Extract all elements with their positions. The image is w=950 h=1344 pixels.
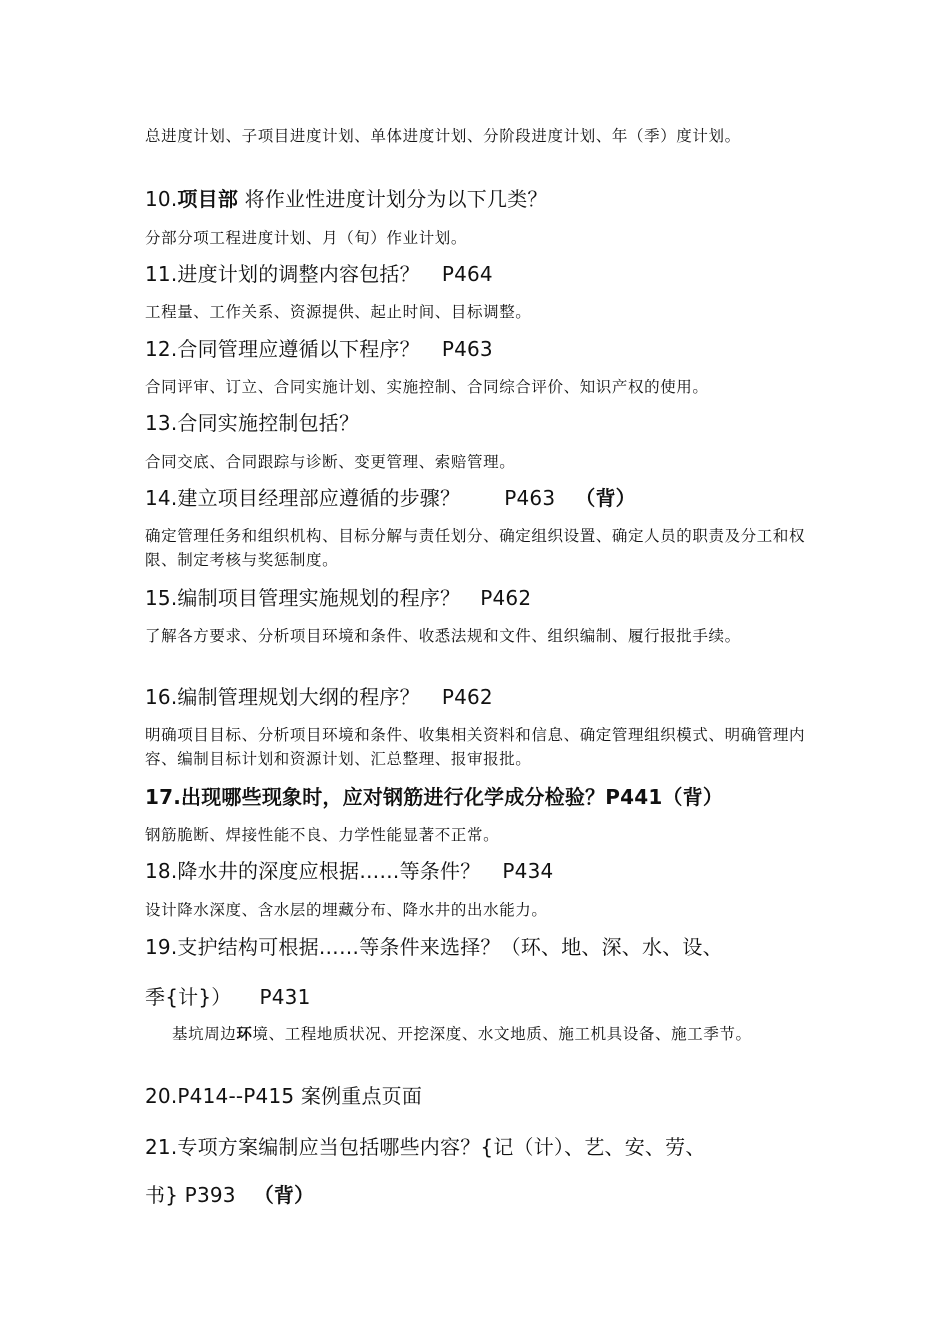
answer-13: 合同交底、合同跟踪与诊断、变更管理、索赔管理。 [145, 453, 516, 471]
question-18-text: 18.降水井的深度应根据……等条件？ [145, 859, 481, 883]
question-12-ref: P463 [441, 337, 493, 361]
question-16-ref: P462 [441, 685, 493, 709]
question-21-text-2: 书} P393 [145, 1183, 236, 1207]
question-21-line-1 [145, 1134, 706, 1160]
question-19-text-2: 季{计}） [145, 985, 232, 1009]
question-19-line-1 [145, 934, 723, 960]
question-15-ref: P462 [480, 586, 532, 610]
answer-10: 分部分项工程进度计划、月（旬）作业计划。 [145, 229, 468, 247]
answer-14: 确定管理任务和组织机构、目标分解与责任划分、确定组织设置、确定人员的职责及分工和权限、制定考核与奖惩制度。 [145, 527, 806, 569]
question-10-number: 10. [145, 187, 178, 211]
answer-19-rest: 境、工程地质状况、开挖深度、水文地质、施工机具设备、施工季节。 [252, 1025, 752, 1043]
question-18-ref: P434 [502, 859, 554, 883]
question-10 [145, 186, 548, 212]
answer-19 [172, 1022, 822, 1046]
question-14-text: 14.建立项目经理部应遵循的步骤？ [145, 486, 461, 510]
question-17 [145, 784, 723, 810]
answer-16: 明确项目目标、分析项目环境和条件、收集相关资料和信息、确定管理组织模式、明确管理内容、编制目标计划和资源计划、汇总整理、报审报批。 [145, 726, 806, 768]
question-11 [145, 261, 493, 287]
question-14-ref: P463 [504, 486, 556, 510]
question-21-line-2 [145, 1182, 314, 1208]
question-20-text: 20.P414--P415 案例重点页面 [145, 1084, 423, 1108]
question-21-note: （背） [253, 1183, 315, 1207]
question-15 [145, 585, 531, 611]
question-19-ref: P431 [259, 985, 311, 1009]
answer-19-pre: 基坑周边 [172, 1025, 237, 1043]
question-16-text: 16.编制管理规划大纲的程序？ [145, 685, 420, 709]
question-18 [145, 858, 553, 884]
answer-9: 总进度计划、子项目进度计划、单体进度计划、分阶段进度计划、年（季）度计划。 [145, 127, 741, 145]
answer-18: 设计降水深度、含水层的埋藏分布、降水井的出水能力。 [145, 901, 548, 919]
question-20 [145, 1083, 422, 1109]
question-17-text: 17.出现哪些现象时，应对钢筋进行化学成分检验？P441（背） [145, 785, 724, 809]
question-14 [145, 485, 636, 511]
question-19-text: 19.支护结构可根据……等条件来选择？（环、地、深、水、设、 [145, 935, 723, 959]
question-13-text: 13.合同实施控制包括？ [145, 411, 360, 435]
question-21-text: 21.专项方案编制应当包括哪些内容？{记（计）、艺、安、劳、 [145, 1135, 706, 1159]
answer-19-bold: 环 [236, 1025, 253, 1043]
answer-12: 合同评审、订立、合同实施计划、实施控制、合同综合评价、知识产权的使用。 [145, 378, 709, 396]
question-19-line-2 [145, 984, 311, 1010]
answer-15: 了解各方要求、分析项目环境和条件、收悉法规和文件、组织编制、履行报批手续。 [145, 627, 741, 645]
question-15-text: 15.编制项目管理实施规划的程序？ [145, 586, 461, 610]
question-11-ref: P464 [441, 262, 493, 286]
question-10-text: 将作业性进度计划分为以下几类？ [238, 187, 548, 211]
answer-17: 钢筋脆断、焊接性能不良、力学性能显著不正常。 [145, 826, 500, 844]
question-10-bold: 项目部 [177, 187, 239, 211]
question-14-note: （背） [575, 486, 636, 510]
question-12 [145, 336, 493, 362]
question-11-text: 11.进度计划的调整内容包括？ [145, 262, 420, 286]
question-13 [145, 410, 359, 436]
answer-11: 工程量、工作关系、资源提供、起止时间、目标调整。 [145, 303, 532, 321]
question-12-text: 12.合同管理应遵循以下程序？ [145, 337, 420, 361]
question-16 [145, 684, 493, 710]
